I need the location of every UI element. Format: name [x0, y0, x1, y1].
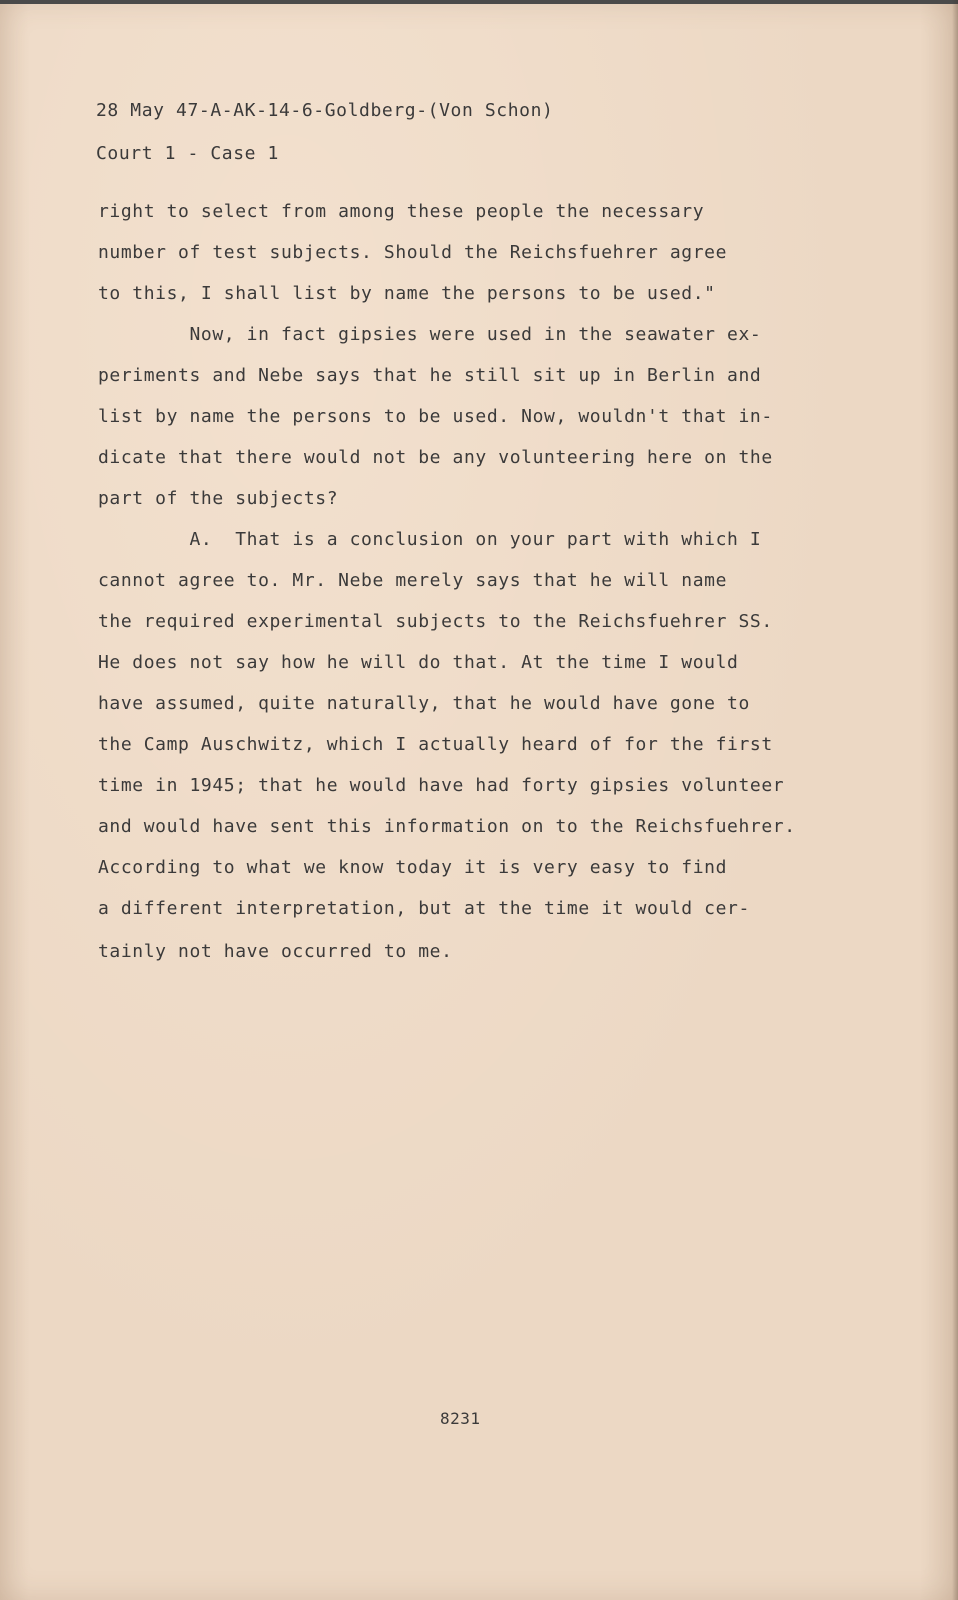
- header-transcript-id: 28 May 47-A-AK-14-6-Goldberg-(Von Schon): [96, 100, 554, 121]
- body-line: and would have sent this information on to the Reichsfuehrer.: [98, 816, 796, 837]
- body-line: dicate that there would not be any volunteering here on the: [98, 447, 773, 468]
- body-line: tainly not have occurred to me.: [98, 941, 453, 962]
- body-line: cannot agree to. Mr. Nebe merely says that he will name: [98, 570, 728, 591]
- body-line: right to select from among these people the necessary: [98, 201, 705, 222]
- body-line: time in 1945; that he would have had forty gipsies volunteer: [98, 775, 785, 796]
- body-line: the required experimental subjects to the Reichsfuehrer SS.: [98, 611, 773, 632]
- body-line: to this, I shall list by name the persons to be used.": [98, 283, 716, 304]
- page-number: 8231: [440, 1409, 481, 1428]
- body-line: the Camp Auschwitz, which I actually heard of for the first: [98, 734, 773, 755]
- body-line: list by name the persons to be used. Now, wouldn't that in-: [98, 406, 773, 427]
- body-line: According to what we know today it is very easy to find: [98, 857, 728, 878]
- body-line: He does not say how he will do that. At the time I would: [98, 652, 739, 673]
- header-court-case: Court 1 - Case 1: [96, 143, 279, 164]
- body-line: A. That is a conclusion on your part with which I: [98, 529, 762, 550]
- body-line: part of the subjects?: [98, 488, 339, 509]
- body-line: number of test subjects. Should the Reichsfuehrer agree: [98, 242, 728, 263]
- body-line: periments and Nebe says that he still sit up in Berlin and: [98, 365, 762, 386]
- body-line: have assumed, quite naturally, that he would have gone to: [98, 693, 750, 714]
- body-line: a different interpretation, but at the time it would cer-: [98, 898, 750, 919]
- body-line: Now, in fact gipsies were used in the seawater ex-: [98, 324, 762, 345]
